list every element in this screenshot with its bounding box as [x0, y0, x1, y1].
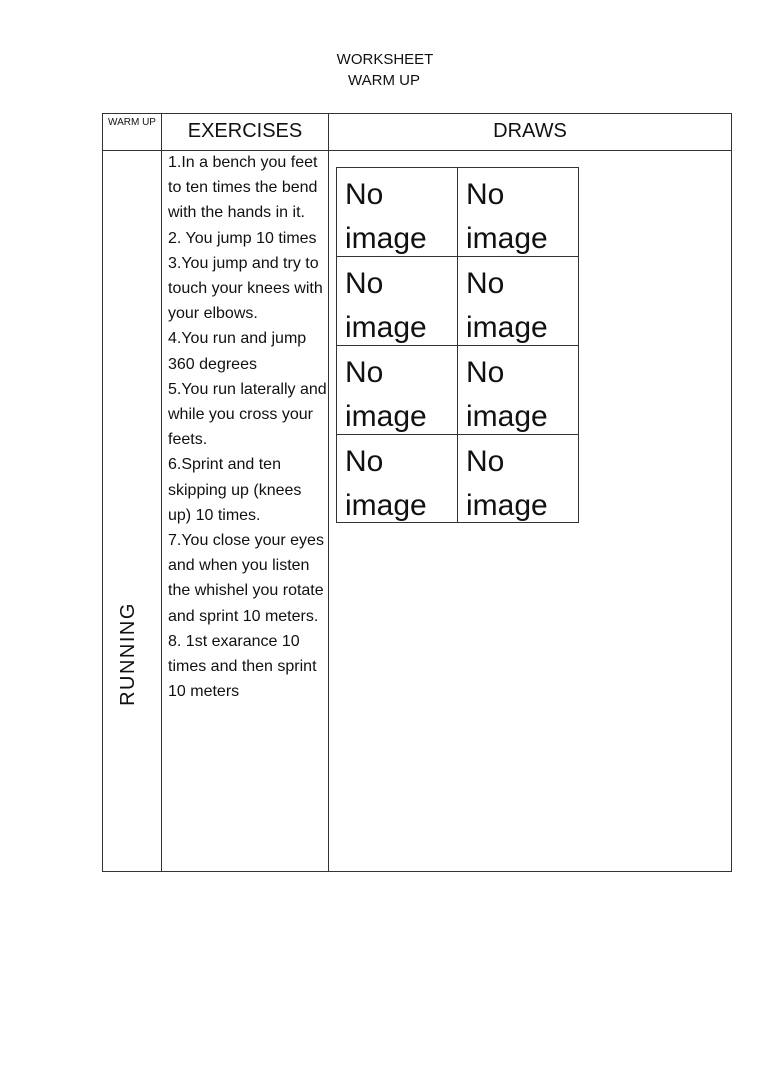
exercise-item-8: 8. 1st exarance 10 times and then sprint 10 meters [168, 632, 317, 701]
table-right-border [731, 113, 732, 872]
title-line-warm-up: WARM UP [348, 72, 420, 89]
header-draws: DRAWS [493, 120, 567, 142]
table-column-divider-2 [328, 113, 329, 872]
image-placeholder: No image [466, 445, 548, 522]
exercise-item-7: 7.You close your eyes and when you listen the whishel you rotate and sprint 10 meters. [168, 532, 324, 625]
header-exercises: EXERCISES [187, 120, 303, 142]
row-label-running: RUNNING [117, 602, 139, 706]
exercise-list [168, 150, 328, 704]
exercise-item-1: 1.In a bench you feet to ten times the bend with the hands in it. [168, 154, 318, 222]
image-placeholder: No image [337, 346, 458, 435]
draws-image-grid [336, 167, 579, 523]
table-bottom-border [102, 871, 732, 872]
image-placeholder: No image [458, 257, 579, 346]
exercise-item-2: 2. You jump 10 times [168, 229, 317, 247]
image-placeholder: No image [458, 168, 579, 257]
title-line-worksheet: WORKSHEET [336, 51, 434, 68]
image-placeholder: No image [337, 257, 458, 346]
exercise-item-5: 5.You run laterally and while you cross your feets. [168, 380, 327, 449]
exercise-item-6: 6.Sprint and ten skipping up (knees up) 10 times. [168, 456, 302, 524]
header-warm-up: WARM UP [108, 117, 156, 128]
table-left-border [102, 113, 103, 872]
exercise-item-4: 4.You run and jump 360 degrees [168, 330, 307, 373]
worksheet-title [0, 49, 768, 91]
table-top-border [102, 113, 732, 114]
image-placeholder: No image [337, 435, 458, 523]
image-placeholder: No image [458, 346, 579, 435]
table-column-divider-1 [161, 113, 162, 872]
exercise-item-3: 3.You jump and try to touch your knees with your elbows. [168, 254, 323, 323]
image-placeholder: No image [337, 168, 458, 257]
